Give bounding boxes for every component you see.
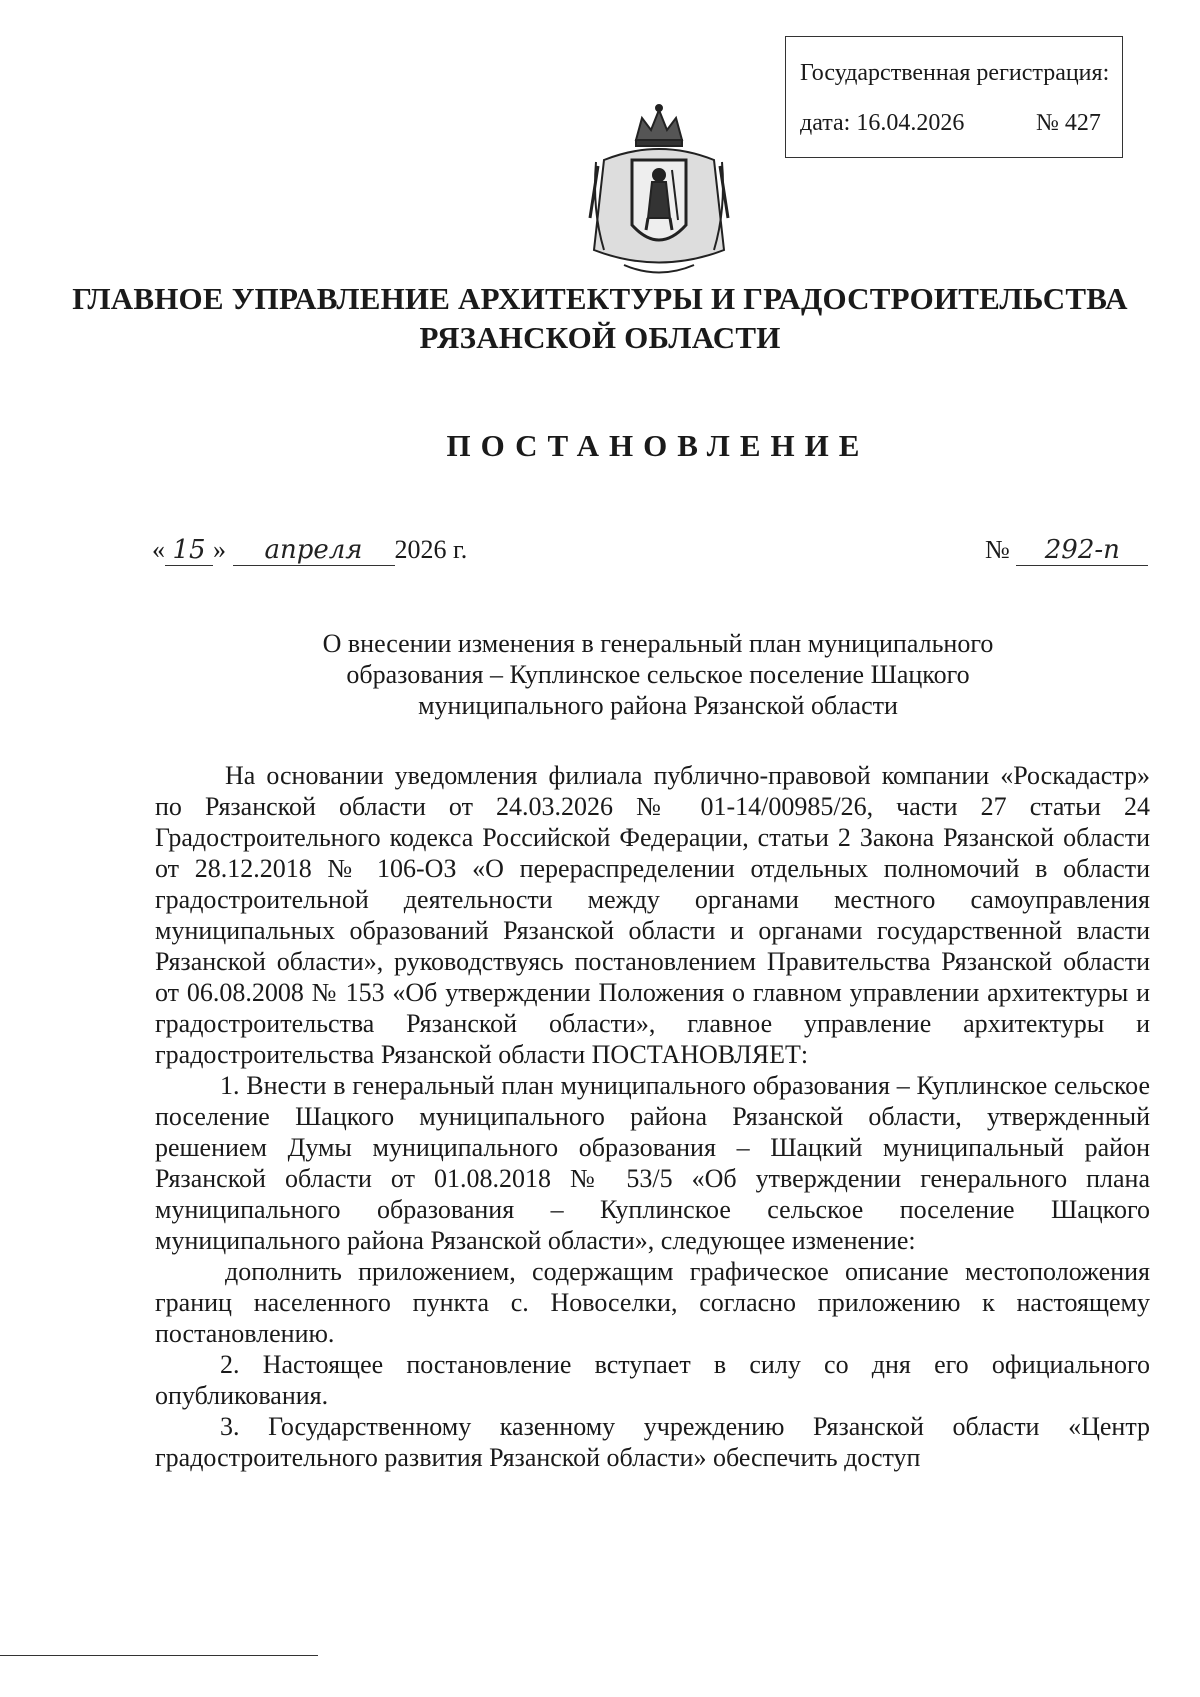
open-quote: « — [152, 535, 165, 564]
decree-day: 15 — [165, 535, 213, 566]
registration-number: № 427 — [1036, 110, 1101, 136]
preamble-paragraph: На основании уведомления филиала публично-правовой компании «Роскадастр» по Рязанской области от 24.03.2026 № 01-14/00985/26, части 27 статьи 24 Градостроительного кодекса Российской Федерации, статьи 2 Закона Рязанской области от 28.12.2018 № 106-ОЗ «О перераспределении отдельных полномочий в области градостроительной деятельности между органами местного самоуправления муниципальных образований Рязанской области и органами государственной власти Рязанской области», руководствуясь постановлением Правительства Рязанской области от 06.08.2008 № 153 «Об утверждении Положения о главном управлении архитектуры и градостроительства Рязанской области», главное управление архитектуры и градостроительства Рязанской области ПОСТАНОВЛЯЕТ: — [155, 761, 1150, 1069]
subject-line: О внесении изменения в генеральный план муниципального — [322, 629, 994, 658]
registration-title: Государственная регистрация: — [800, 60, 1110, 86]
decree-year: 2026 г. — [394, 535, 468, 564]
document-subject — [0, 628, 1200, 721]
item-3-paragraph: 3. Государственному казенному учреждению Рязанской области «Центр градостроительного развития Рязанской области» обеспечить доступ — [155, 1412, 1150, 1472]
document-body — [155, 760, 1150, 1473]
item-2-paragraph: 2. Настоящее постановление вступает в силу со дня его официального опубликования. — [155, 1350, 1150, 1410]
scan-edge-line — [0, 1655, 318, 1656]
registration-stamp — [785, 36, 1123, 158]
close-quote: » — [213, 535, 226, 564]
registration-date: дата: 16.04.2026 — [800, 110, 965, 136]
org-name-line1: ГЛАВНОЕ УПРАВЛЕНИЕ АРХИТЕКТУРЫ И ГРАДОСТРОИТЕЛЬСТВА — [72, 281, 1128, 316]
decree-date — [152, 535, 467, 566]
item-1-paragraph: 1. Внести в генеральный план муниципального образования – Куплинское сельское поселение Шацкого муниципального района Рязанской области, утвержденный решением Думы муниципального образования – Шацкий муниципальный район Рязанской области от 01.08.2018 № 53/5 «Об утверждении генерального плана муниципального образования – Куплинское сельское поселение Шацкого муниципального района Рязанской области», следующее изменение: — [155, 1071, 1150, 1255]
decree-number-line — [985, 535, 1148, 566]
decree-number-label: № — [985, 535, 1010, 564]
document-type-title: ПОСТАНОВЛЕНИЕ — [446, 428, 870, 463]
decree-month: апреля — [233, 535, 395, 566]
decree-number: 292-п — [1016, 535, 1148, 566]
coat-of-arms-icon — [584, 100, 734, 288]
item-1-subparagraph: дополнить приложением, содержащим графическое описание местоположения границ населенного пункта с. Новоселки, согласно приложению к настоящему постановлению. — [155, 1257, 1150, 1348]
subject-line: муниципального района Рязанской области — [418, 691, 898, 720]
subject-line: образования – Куплинское сельское поселение Шацкого — [346, 660, 970, 689]
org-name-line2: РЯЗАНСКОЙ ОБЛАСТИ — [419, 320, 781, 355]
